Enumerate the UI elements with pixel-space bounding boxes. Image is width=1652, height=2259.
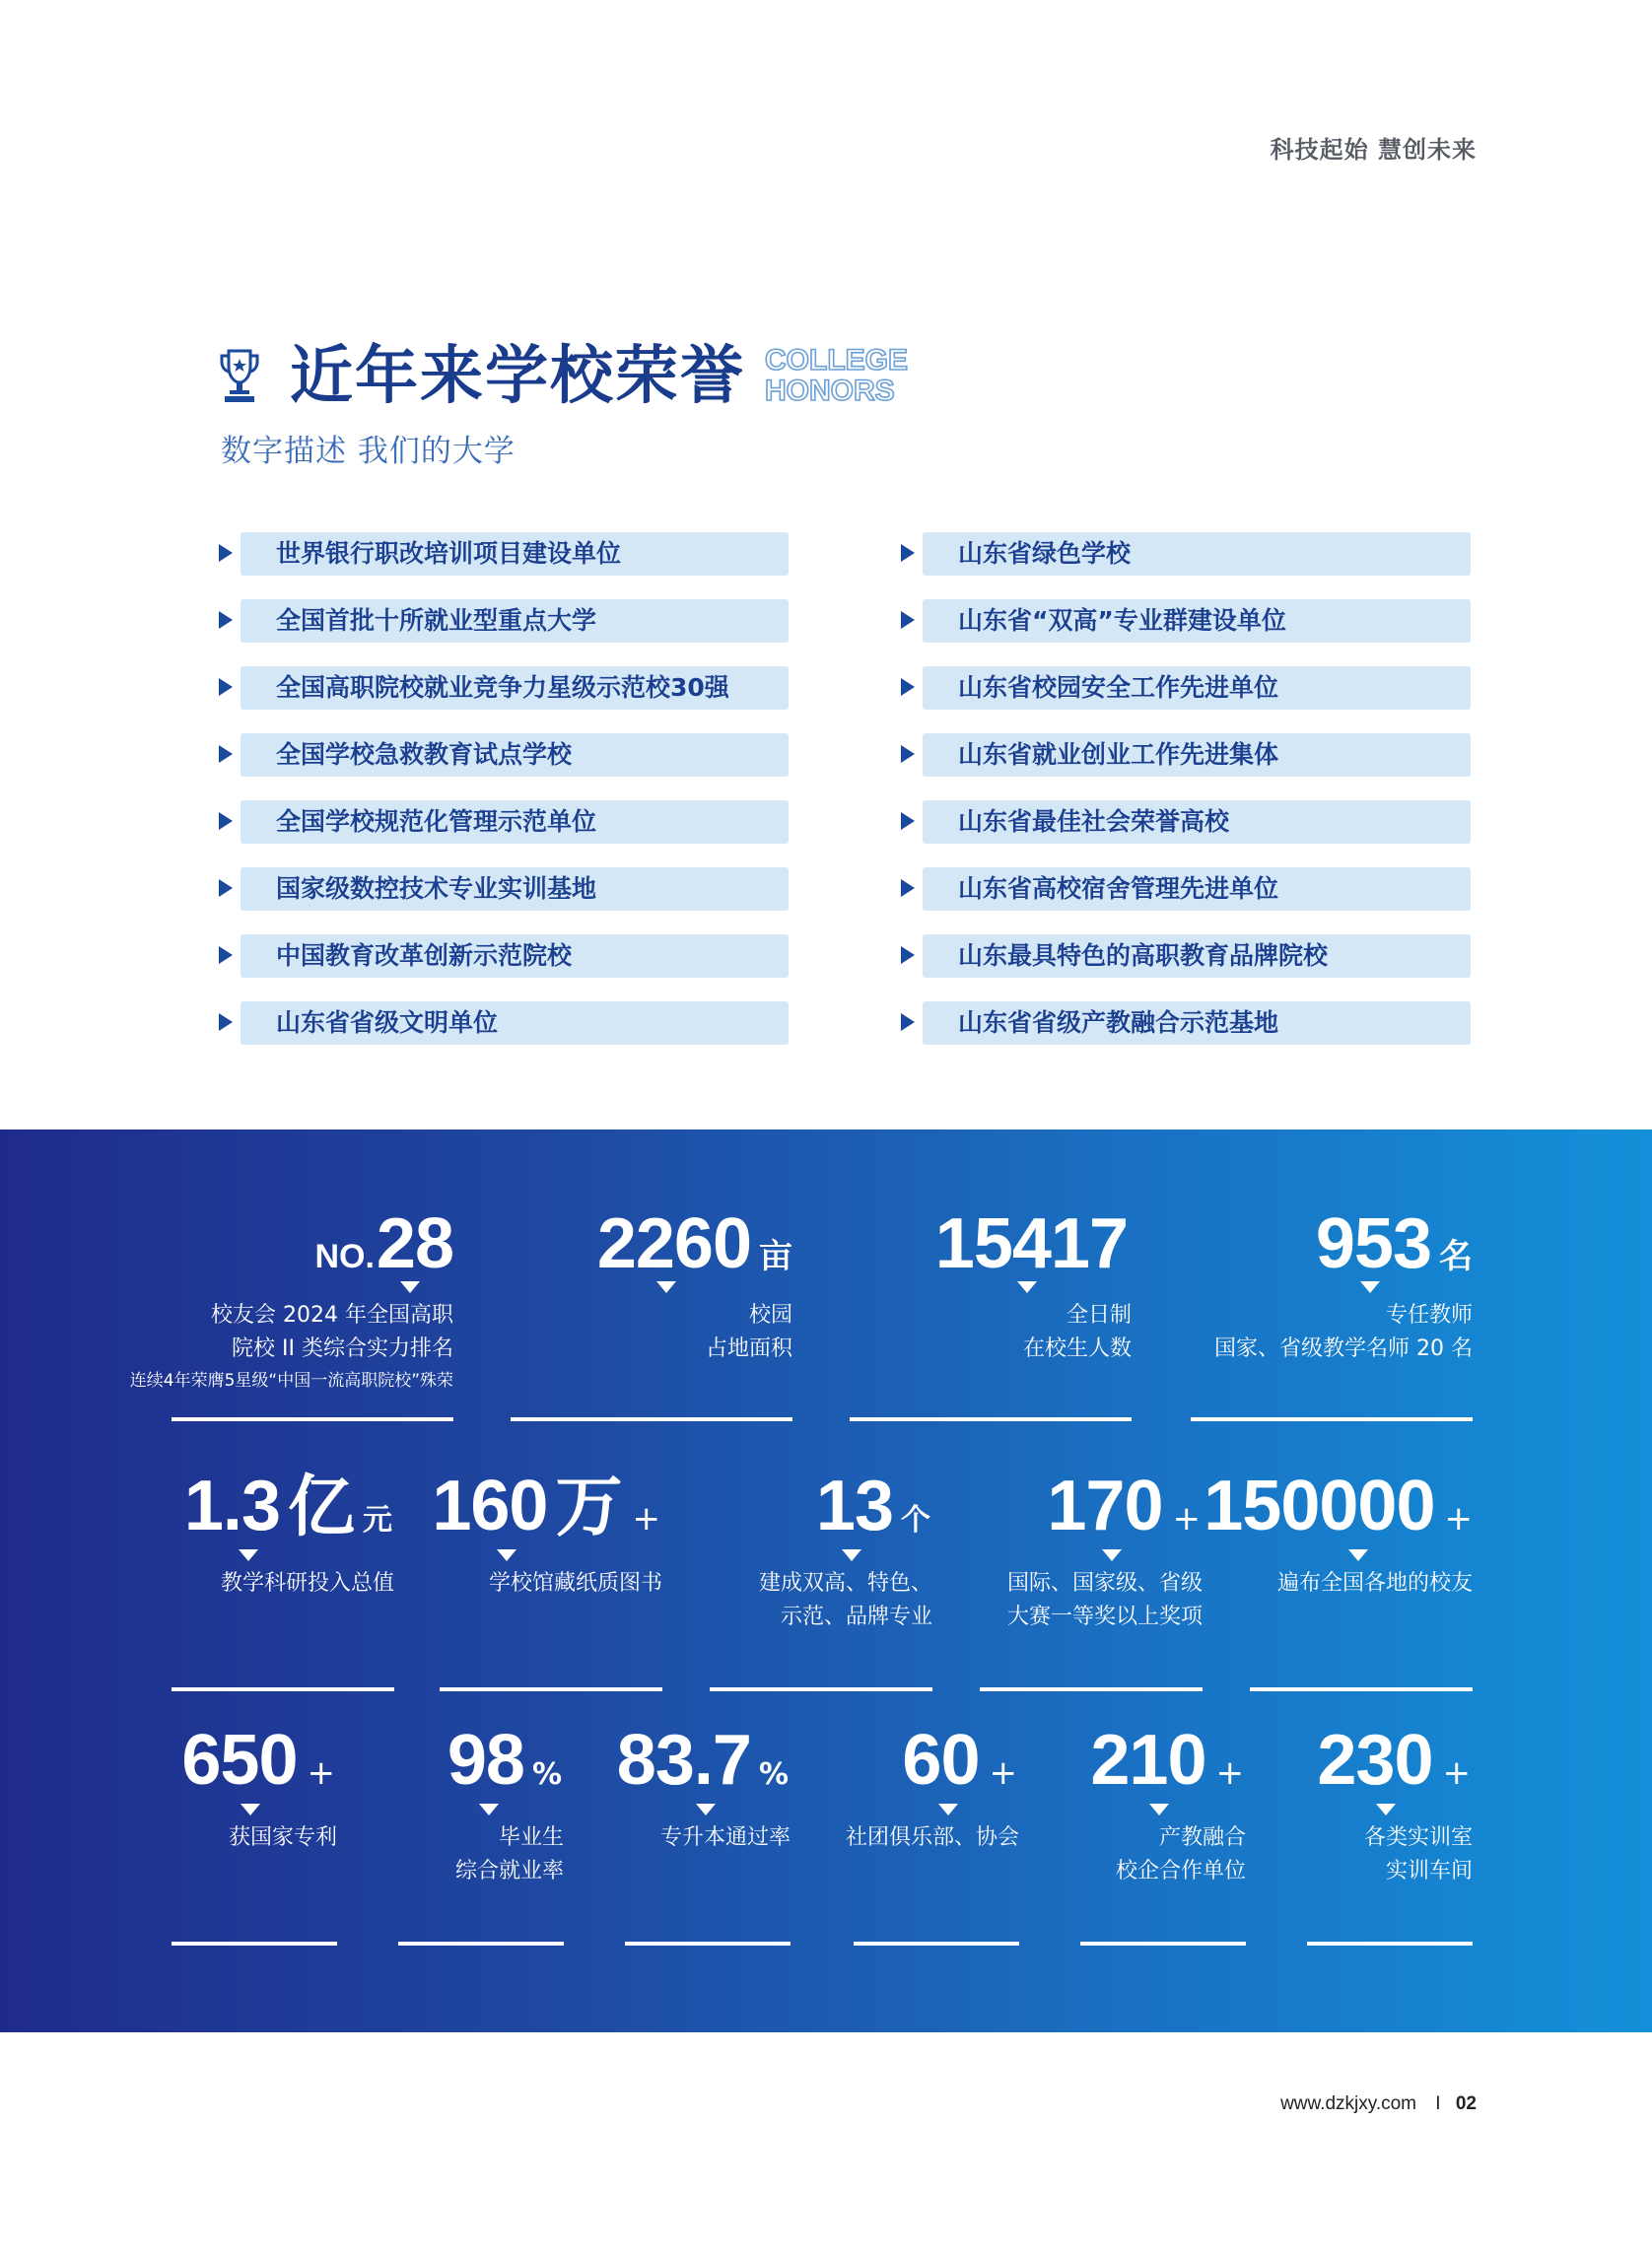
caret-down-icon: [400, 1281, 420, 1293]
section-title-en: [765, 345, 908, 406]
honor-text: 全国高职院校就业竞争力星级示范校30强: [276, 673, 729, 702]
stat-desc: [660, 1821, 791, 1855]
stat-divider: [172, 1942, 337, 1946]
stat-desc-line: 校企合作单位: [1115, 1859, 1246, 1883]
stat-note: 连续4年荣膺5星级“中国一流高职院校”殊荣: [129, 1371, 453, 1391]
caret-down-icon: [497, 1549, 516, 1561]
caret-down-icon: [1348, 1549, 1368, 1561]
triangle-right-icon: [219, 1013, 233, 1031]
stat-desc-line: 校友会 2024 年全国高职: [211, 1303, 453, 1328]
stat-desc-line: 示范、品牌专业: [780, 1605, 932, 1629]
honor-box: [241, 1001, 789, 1045]
stat-number: [183, 1467, 392, 1546]
stat-number: [596, 1204, 792, 1283]
triangle-right-icon: [901, 678, 915, 696]
honor-text: 山东省最佳社会荣誉高校: [958, 807, 1230, 836]
honor-box: [923, 532, 1471, 576]
stat-divider: [625, 1942, 791, 1946]
stat-desc: [846, 1821, 1019, 1855]
stat-divider: [1191, 1417, 1473, 1421]
stat-desc-line: 教学科研投入总值: [220, 1571, 394, 1596]
stat-desc: [1364, 1821, 1473, 1888]
triangle-right-icon: [901, 812, 915, 830]
page-slogan: 科技起始 慧创未来: [1270, 136, 1477, 164]
stat-desc: [1007, 1567, 1203, 1634]
stat-desc-line: 大赛一等奖以上奖项: [1006, 1605, 1203, 1629]
title-en-line2: HONORS: [765, 375, 895, 407]
stat-divider: [710, 1687, 932, 1691]
stat-desc-line: 各类实训室: [1363, 1825, 1473, 1850]
triangle-right-icon: [901, 946, 915, 964]
stat-unit: %: [531, 1757, 562, 1792]
stat-plus: +: [1444, 1499, 1473, 1539]
honor-box: [241, 666, 789, 710]
stat-value: 2260: [596, 1204, 751, 1283]
stat-divider: [850, 1417, 1132, 1421]
stat-number: [181, 1721, 335, 1800]
caret-down-icon: [239, 1549, 258, 1561]
stat-plus: +: [307, 1753, 335, 1793]
honor-box: [241, 934, 789, 978]
stat-desc-line: 获国家专利: [228, 1825, 337, 1850]
triangle-right-icon: [901, 611, 915, 629]
website-url[interactable]: www.dzkjxy.com: [1280, 2093, 1417, 2114]
stat-desc: [130, 1299, 453, 1396]
honor-text: 世界银行职改培训项目建设单位: [276, 539, 622, 568]
triangle-right-icon: [901, 745, 915, 763]
honor-box: [923, 733, 1471, 777]
triangle-right-icon: [901, 1013, 915, 1031]
honor-text: 中国教育改革创新示范院校: [276, 941, 573, 970]
honor-box: [241, 599, 789, 643]
section-title: 近年来学校荣誉: [290, 340, 745, 413]
page-number: 02: [1455, 2093, 1477, 2114]
caret-down-icon: [1149, 1804, 1169, 1815]
stat-divider: [172, 1417, 453, 1421]
stat-number: [1047, 1467, 1201, 1545]
stat-desc: [1214, 1299, 1473, 1366]
stat-value: 230: [1317, 1721, 1433, 1800]
stat-desc-line: 综合就业率: [454, 1859, 564, 1883]
stat-value: 83.7: [616, 1721, 751, 1800]
stat-number: [815, 1467, 930, 1545]
stat-value: 60: [902, 1721, 980, 1800]
honor-box: [241, 532, 789, 576]
stat-divider: [1080, 1942, 1246, 1946]
stat-plus: +: [1442, 1753, 1471, 1793]
stat-number: [314, 1204, 453, 1283]
stat-desc: [221, 1567, 394, 1601]
stat-plus: +: [632, 1499, 660, 1539]
caret-down-icon: [938, 1804, 958, 1815]
caret-down-icon: [842, 1549, 861, 1561]
caret-down-icon: [1376, 1804, 1396, 1815]
stat-desc-line: 社团俱乐部、协会: [845, 1825, 1019, 1850]
stat-desc-line: 产教融合: [1158, 1825, 1246, 1850]
stat-number: [447, 1721, 562, 1800]
stat-desc-line: 国际、国家级、省级: [1006, 1571, 1203, 1596]
caret-down-icon: [479, 1804, 499, 1815]
stat-divider: [980, 1687, 1203, 1691]
stat-number: [432, 1467, 660, 1546]
triangle-right-icon: [219, 745, 233, 763]
honor-box: [923, 800, 1471, 844]
triangle-right-icon: [901, 879, 915, 897]
stat-number: [902, 1721, 1017, 1800]
stat-desc: [1023, 1299, 1132, 1366]
triangle-right-icon: [219, 879, 233, 897]
honor-box: [241, 867, 789, 911]
stat-desc: [229, 1821, 337, 1855]
stat-unit: 亿: [287, 1469, 355, 1546]
stat-number: [1315, 1204, 1473, 1283]
stat-value: 150000: [1204, 1467, 1435, 1545]
honor-text: 山东省就业创业工作先进集体: [958, 740, 1279, 769]
caret-down-icon: [696, 1804, 716, 1815]
stat-value: 15417: [934, 1204, 1128, 1283]
stat-desc-line: 实训车间: [1385, 1859, 1473, 1883]
stat-unit: 个: [901, 1503, 930, 1538]
stat-value: 953: [1315, 1204, 1431, 1283]
footer-separator: I: [1435, 2093, 1441, 2114]
honor-text: 山东省省级产教融合示范基地: [958, 1008, 1279, 1037]
honor-box: [923, 666, 1471, 710]
stat-desc: [706, 1299, 792, 1366]
stats-band: [0, 1130, 1652, 2032]
stat-value: 170: [1047, 1467, 1163, 1545]
triangle-right-icon: [219, 611, 233, 629]
honor-box: [923, 867, 1471, 911]
stat-desc-line: 在校生人数: [1022, 1336, 1132, 1361]
caret-down-icon: [656, 1281, 676, 1293]
stat-desc: [489, 1567, 662, 1601]
section-subtitle: 数字描述 我们的大学: [221, 434, 516, 469]
title-en-line1: COLLEGE: [765, 344, 909, 376]
caret-down-icon: [241, 1804, 260, 1815]
stat-desc: [759, 1567, 932, 1634]
stat-plus: +: [1215, 1753, 1244, 1793]
stat-unit: %: [758, 1757, 789, 1792]
stat-value: 28: [376, 1204, 453, 1283]
page-footer: [1280, 2093, 1477, 2115]
stat-unit: 亩: [759, 1237, 792, 1276]
stat-value: 650: [181, 1721, 298, 1800]
honor-text: 山东省“双高”专业群建设单位: [958, 606, 1286, 635]
stat-desc-line: 占地面积: [705, 1336, 792, 1361]
stat-divider: [398, 1942, 564, 1946]
caret-down-icon: [1102, 1549, 1122, 1561]
stat-desc-line: 全日制: [1066, 1303, 1132, 1328]
stat-number: [934, 1204, 1128, 1283]
stat-divider: [511, 1417, 792, 1421]
honor-box: [923, 1001, 1471, 1045]
honor-text: 全国首批十所就业型重点大学: [276, 606, 597, 635]
stat-divider: [854, 1942, 1019, 1946]
stat-value: 98: [447, 1721, 524, 1800]
honor-box: [923, 599, 1471, 643]
caret-down-icon: [1360, 1281, 1380, 1293]
stat-desc: [455, 1821, 564, 1888]
stat-unit: 万: [555, 1469, 623, 1546]
triangle-right-icon: [219, 544, 233, 562]
stat-value: 160: [432, 1467, 548, 1545]
honor-text: 山东省省级文明单位: [276, 1008, 499, 1037]
stat-desc-line: 国家、省级教学名师 20 名: [1214, 1336, 1473, 1361]
stat-plus: +: [1172, 1499, 1201, 1539]
honor-text: 全国学校急救教育试点学校: [276, 740, 573, 769]
stat-desc: [1116, 1821, 1246, 1888]
stat-number: [616, 1721, 789, 1800]
stat-divider: [440, 1687, 662, 1691]
stat-plus: +: [989, 1753, 1017, 1793]
stat-desc-line: 专任教师: [1385, 1303, 1473, 1328]
stat-prefix: NO.: [314, 1238, 375, 1275]
honor-text: 山东省校园安全工作先进单位: [958, 673, 1279, 702]
stat-divider: [172, 1687, 394, 1691]
honor-text: 国家级数控技术专业实训基地: [276, 874, 597, 903]
stat-desc-line: 院校 II 类综合实力排名: [232, 1336, 453, 1361]
honor-text: 山东最具特色的高职教育品牌院校: [958, 941, 1329, 970]
stat-desc-line: 毕业生: [498, 1825, 564, 1850]
stat-number: [1317, 1721, 1471, 1800]
stat-desc-line: 建成双高、特色、: [758, 1571, 932, 1596]
honor-box: [241, 800, 789, 844]
triangle-right-icon: [219, 946, 233, 964]
stat-desc-line: 遍布全国各地的校友: [1276, 1571, 1473, 1596]
stat-unit: 名: [1439, 1237, 1473, 1276]
triangle-right-icon: [219, 812, 233, 830]
triangle-right-icon: [901, 544, 915, 562]
stat-desc: [1277, 1567, 1473, 1601]
stat-value: 1.3: [183, 1467, 280, 1545]
honor-box: [241, 733, 789, 777]
stat-desc-line: 专升本通过率: [659, 1825, 791, 1850]
stat-unit: 元: [363, 1503, 392, 1538]
stat-value: 210: [1090, 1721, 1206, 1800]
stat-desc-line: 校园: [748, 1303, 792, 1328]
honor-text: 山东省绿色学校: [958, 539, 1132, 568]
caret-down-icon: [1017, 1281, 1037, 1293]
honor-box: [923, 934, 1471, 978]
stat-desc-line: 学校馆藏纸质图书: [488, 1571, 662, 1596]
stat-number: [1090, 1721, 1244, 1800]
stat-divider: [1250, 1687, 1473, 1691]
trophy-icon: [219, 347, 260, 404]
honor-text: 山东省高校宿舍管理先进单位: [958, 874, 1279, 903]
triangle-right-icon: [219, 678, 233, 696]
stat-divider: [1307, 1942, 1473, 1946]
stat-number: [1204, 1467, 1473, 1545]
stat-value: 13: [815, 1467, 893, 1545]
honor-text: 全国学校规范化管理示范单位: [276, 807, 597, 836]
